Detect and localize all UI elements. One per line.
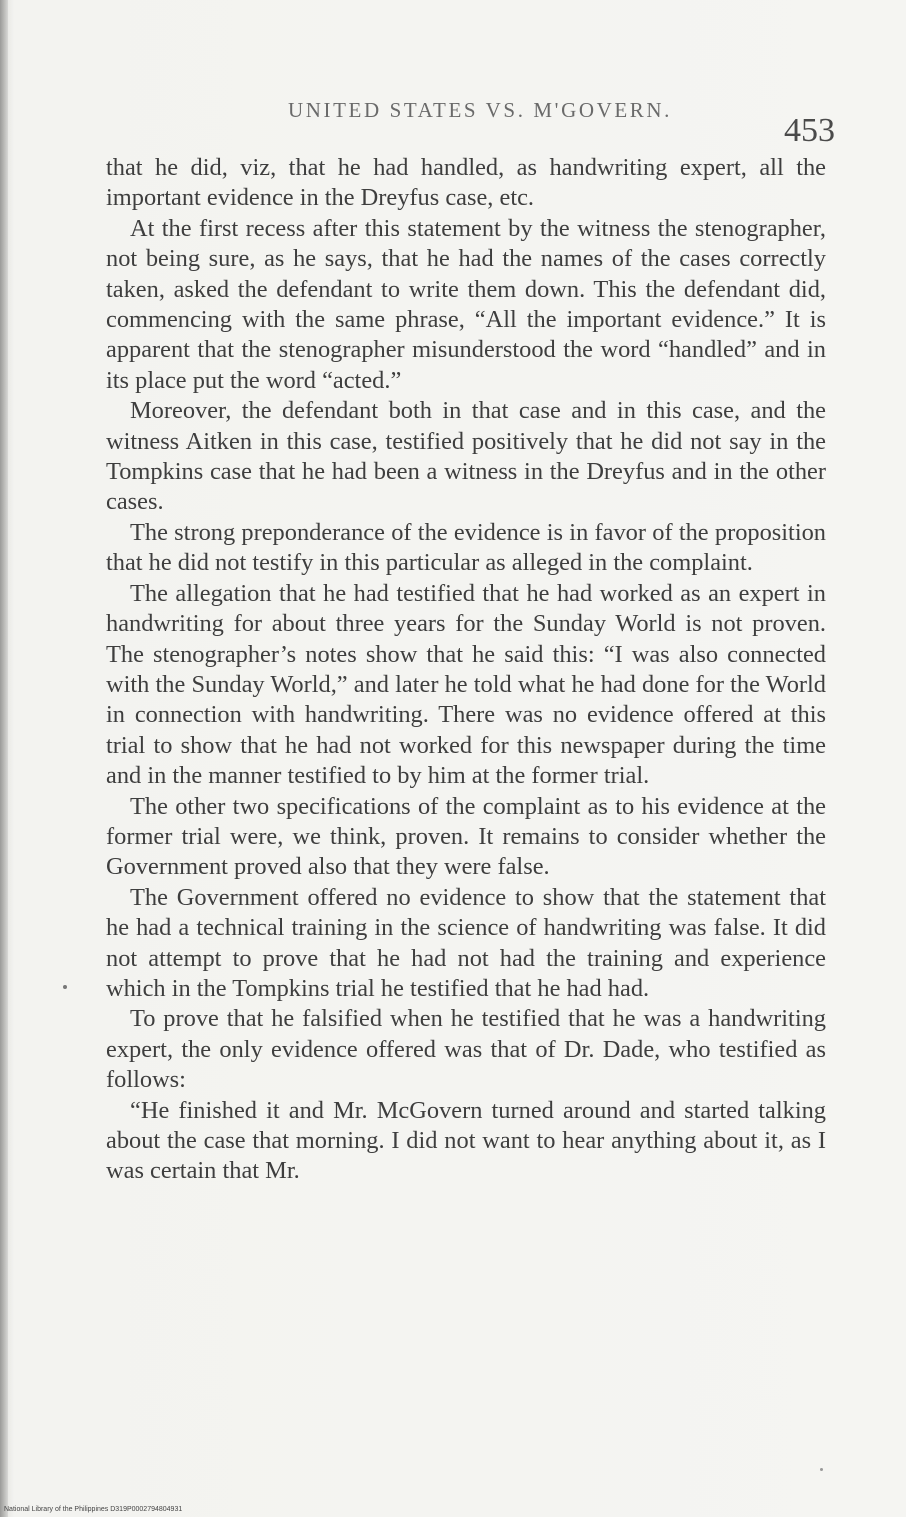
quoted-testimony: “He finished it and Mr. McGovern turned around and started talking about the case that morning. I did not want to hear anything about it, as I was certain that Mr. [106,1096,826,1185]
paragraph-continuation: that he did, viz, that he had handled, as handwriting expert, all the important evidence in the Dreyfus case, etc. [106,154,826,212]
ink-speck [820,1468,823,1471]
paragraph: The other two specifications of the complaint as to his evidence at the former trial were, we think, proven. It remains to consider whether the Government proved also that they were false. [106,792,826,881]
paragraph: To prove that he falsified when he testified that he was a handwriting expert, the only evidence offered was that of Dr. Dade, who testified as follows: [106,1005,826,1094]
paragraph: The allegation that he had testified that he had worked as an expert in handwriting for about three years for the Sunday World is not proven. The stenographer’s notes show that he said this: “I was also connected with the Sunday World,” and later he told what he had done for the World in connection with handwriting. There was no evidence offered at this trial to show that he had not worked for this newspaper during the time and in the manner testified to by him at the former trial. [106,579,826,790]
paragraph: The strong preponderance of the evidence is in favor of the proposition that he did not testify in this particular as alleged in the complaint. [106,518,826,577]
body-text [106,153,826,1187]
paragraph: At the first recess after this statement by the witness the stenographer, not being sure, as he says, that he had the names of the cases correctly taken, asked the defendant to write them down. This the defendant did, commencing with the same phrase, “All the important evidence.” It is apparent that the stenographer misunderstood the word “handled” and in its place put the word “acted.” [106,214,826,394]
paragraph: Moreover, the defendant both in that case and in this case, and the witness Aitken in this case, testified positively that he did not say in the Tompkins case that he had been a witness in the Dreyfus and in the other cases. [106,397,826,516]
page-binding-edge [0,0,8,1517]
ink-speck [63,985,67,989]
running-head: UNITED STATES VS. M'GOVERN. [288,98,673,122]
scan-footer: National Library of the Philippines D319P0002794804931 [4,1506,183,1513]
paragraph: The Government offered no evidence to show that the statement that he had a technical training in the science of handwriting was false. It did not attempt to prove that he had not had the training and experience which in the Tompkins trial he testified that he had had. [106,883,826,1002]
page-number: 453 [784,112,835,149]
